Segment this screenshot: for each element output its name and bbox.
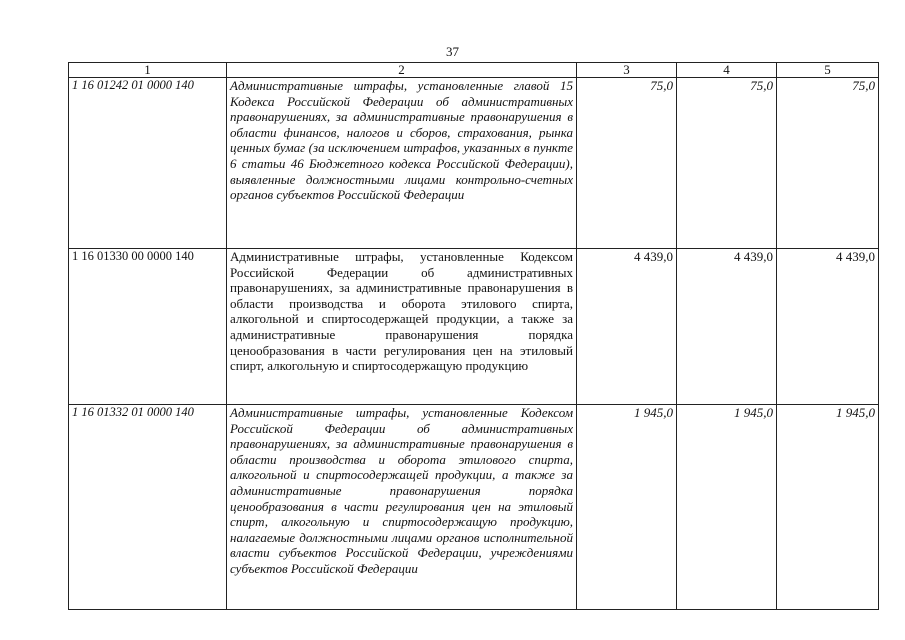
- budget-code-cell: 1 16 01332 01 0000 140: [69, 405, 227, 610]
- column-header-3: 3: [577, 63, 677, 78]
- amount-col5-cell: 4 439,0: [777, 249, 879, 405]
- amount-col4-cell: 1 945,0: [677, 405, 777, 610]
- amount-col3-cell: 4 439,0: [577, 249, 677, 405]
- amount-col3-cell: 75,0: [577, 78, 677, 249]
- budget-code-cell: 1 16 01330 00 0000 140: [69, 249, 227, 405]
- budget-code-cell: 1 16 01242 01 0000 140: [69, 78, 227, 249]
- budget-revenue-table: [68, 62, 879, 610]
- table-row: [69, 249, 879, 405]
- description-cell: Административные штрафы, установленные Кодексом Российской Федерации об административных правонарушениях, за административные правонарушения в области производства и оборота этилового спирта, алкогольной и спиртосодержащей продукции, а также за административные правонарушения порядка ценообразования в части регулирования цен на этиловый спирт, алкогольную и спиртосодержащую продукцию, налагаемые должностными лицами органов исполнительной власти субъектов Российской Федерации, учреждениями субъектов Российской Федерации: [227, 405, 577, 610]
- amount-col5-cell: 75,0: [777, 78, 879, 249]
- amount-col4-cell: 4 439,0: [677, 249, 777, 405]
- column-number-header-row: [69, 63, 879, 78]
- description-cell: Административные штрафы, установленные Кодексом Российской Федерации об административных правонарушениях, за административные правонарушения в области производства и оборота этилового спирта, алкогольной и спиртосодержащей продукции, а также за административные правонарушения порядка ценообразования в части регулирования цен на этиловый спирт, алкогольную и спиртосодержащую продукцию: [227, 249, 577, 405]
- column-header-2: 2: [227, 63, 577, 78]
- amount-col4-cell: 75,0: [677, 78, 777, 249]
- amount-col3-cell: 1 945,0: [577, 405, 677, 610]
- column-header-4: 4: [677, 63, 777, 78]
- description-cell: Административные штрафы, установленные главой 15 Кодекса Российской Федерации об административных правонарушениях, за административные правонарушения в области финансов, налогов и сборов, страхования, рынка ценных бумаг (за исключением штрафов, указанных в пункте 6 статьи 46 Бюджетного кодекса Российской Федерации), выявленные должностными лицами контрольно-счетных органов субъектов Российской Федерации: [227, 78, 577, 249]
- column-header-5: 5: [777, 63, 879, 78]
- table-row: [69, 405, 879, 610]
- table-row: [69, 78, 879, 249]
- page-number: 37: [446, 44, 459, 59]
- amount-col5-cell: 1 945,0: [777, 405, 879, 610]
- column-header-1: 1: [69, 63, 227, 78]
